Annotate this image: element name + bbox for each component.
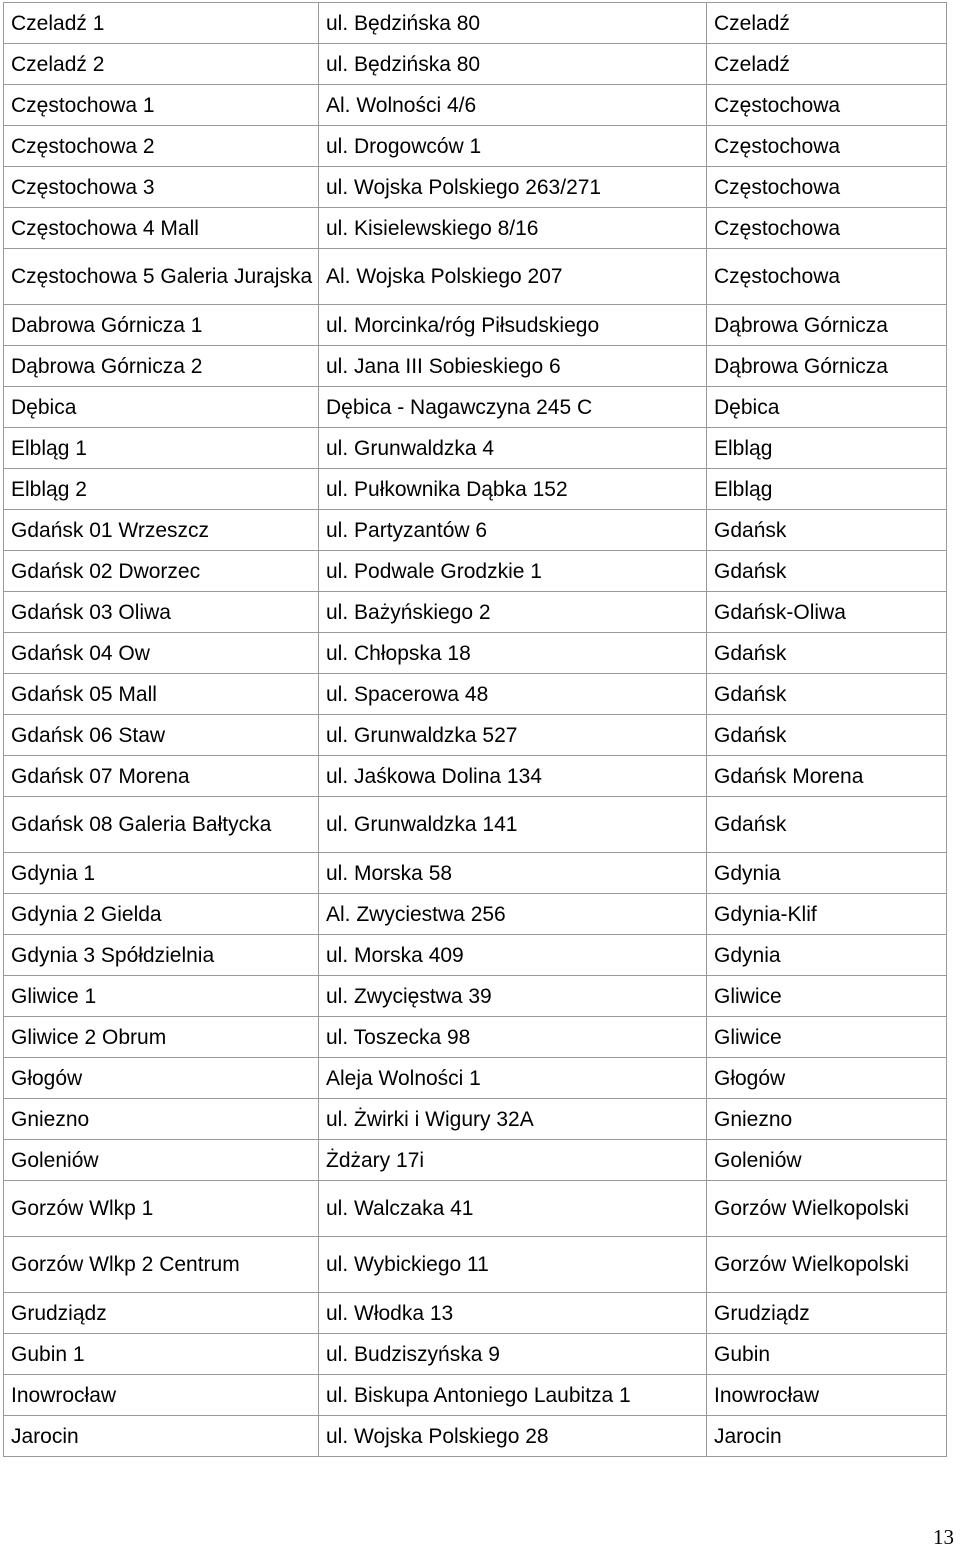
address-cell: ul. Chłopska 18 — [319, 633, 707, 674]
table-row — [4, 551, 947, 592]
address-cell: ul. Bażyńskiego 2 — [319, 592, 707, 633]
address-cell: ul. Pułkownika Dąbka 152 — [319, 469, 707, 510]
store-name-cell: Gliwice 1 — [4, 976, 319, 1017]
store-name-cell: Gdańsk 07 Morena — [4, 756, 319, 797]
city-cell: Gubin — [707, 1334, 947, 1375]
city-cell: Gdańsk — [707, 551, 947, 592]
store-name-cell: Grudziądz — [4, 1293, 319, 1334]
table-row — [4, 44, 947, 85]
address-cell: ul. Morcinka/róg Piłsudskiego — [319, 305, 707, 346]
city-cell: Dębica — [707, 387, 947, 428]
table-row — [4, 510, 947, 551]
store-name-cell: Gorzów Wlkp 2 Centrum — [4, 1237, 319, 1293]
city-cell: Gdynia — [707, 935, 947, 976]
table-row — [4, 1416, 947, 1457]
address-cell: ul. Grunwaldzka 527 — [319, 715, 707, 756]
city-cell: Czeladź — [707, 44, 947, 85]
address-cell: ul. Grunwaldzka 4 — [319, 428, 707, 469]
table-row — [4, 1140, 947, 1181]
city-cell: Goleniów — [707, 1140, 947, 1181]
table-row — [4, 1237, 947, 1293]
store-name-cell: Jarocin — [4, 1416, 319, 1457]
store-name-cell: Inowrocław — [4, 1375, 319, 1416]
store-name-cell: Dębica — [4, 387, 319, 428]
address-cell: ul. Budziszyńska 9 — [319, 1334, 707, 1375]
store-name-cell: Dabrowa Górnicza 1 — [4, 305, 319, 346]
city-cell: Inowrocław — [707, 1375, 947, 1416]
city-cell: Częstochowa — [707, 126, 947, 167]
table-row — [4, 1293, 947, 1334]
address-cell: ul. Kisielewskiego 8/16 — [319, 208, 707, 249]
store-name-cell: Gdynia 1 — [4, 853, 319, 894]
table-row — [4, 85, 947, 126]
address-cell: ul. Spacerowa 48 — [319, 674, 707, 715]
address-cell: ul. Żwirki i Wigury 32A — [319, 1099, 707, 1140]
address-cell: ul. Partyzantów 6 — [319, 510, 707, 551]
address-cell: ul. Będzińska 80 — [319, 3, 707, 44]
table-row — [4, 976, 947, 1017]
city-cell: Gliwice — [707, 976, 947, 1017]
address-cell: ul. Podwale Grodzkie 1 — [319, 551, 707, 592]
store-name-cell: Częstochowa 5 Galeria Jurajska — [4, 249, 319, 305]
store-name-cell: Częstochowa 1 — [4, 85, 319, 126]
table-row — [4, 1181, 947, 1237]
store-name-cell: Gdańsk 05 Mall — [4, 674, 319, 715]
table-row — [4, 715, 947, 756]
city-cell: Gdańsk-Oliwa — [707, 592, 947, 633]
table-row — [4, 167, 947, 208]
table-row — [4, 633, 947, 674]
page-number: 13 — [933, 1525, 954, 1549]
city-cell: Gdynia — [707, 853, 947, 894]
table-row — [4, 305, 947, 346]
address-cell: ul. Morska 409 — [319, 935, 707, 976]
city-cell: Czeladź — [707, 3, 947, 44]
store-name-cell: Częstochowa 4 Mall — [4, 208, 319, 249]
address-cell: ul. Włodka 13 — [319, 1293, 707, 1334]
store-name-cell: Dąbrowa Górnicza 2 — [4, 346, 319, 387]
address-cell: ul. Wojska Polskiego 28 — [319, 1416, 707, 1457]
store-name-cell: Czeladź 1 — [4, 3, 319, 44]
city-cell: Częstochowa — [707, 85, 947, 126]
address-cell: ul. Będzińska 80 — [319, 44, 707, 85]
address-cell: ul. Wojska Polskiego 263/271 — [319, 167, 707, 208]
table-row — [4, 249, 947, 305]
address-cell: ul. Grunwaldzka 141 — [319, 797, 707, 853]
city-cell: Jarocin — [707, 1416, 947, 1457]
address-cell: ul. Walczaka 41 — [319, 1181, 707, 1237]
store-name-cell: Gdynia 2 Gielda — [4, 894, 319, 935]
table-row — [4, 1017, 947, 1058]
table-row — [4, 126, 947, 167]
city-cell: Gniezno — [707, 1099, 947, 1140]
city-cell: Gdańsk — [707, 797, 947, 853]
address-cell: Al. Wolności 4/6 — [319, 85, 707, 126]
city-cell: Częstochowa — [707, 167, 947, 208]
table-row — [4, 894, 947, 935]
address-cell: ul. Toszecka 98 — [319, 1017, 707, 1058]
store-name-cell: Gdańsk 08 Galeria Bałtycka — [4, 797, 319, 853]
address-cell: ul. Jana III Sobieskiego 6 — [319, 346, 707, 387]
store-name-cell: Gubin 1 — [4, 1334, 319, 1375]
table-row — [4, 853, 947, 894]
city-cell: Dąbrowa Górnicza — [707, 346, 947, 387]
city-cell: Dąbrowa Górnicza — [707, 305, 947, 346]
store-name-cell: Elbląg 1 — [4, 428, 319, 469]
city-cell: Gliwice — [707, 1017, 947, 1058]
store-name-cell: Gorzów Wlkp 1 — [4, 1181, 319, 1237]
table-row — [4, 1375, 947, 1416]
city-cell: Częstochowa — [707, 208, 947, 249]
address-cell: Żdżary 17i — [319, 1140, 707, 1181]
address-cell: ul. Morska 58 — [319, 853, 707, 894]
store-name-cell: Gdańsk 02 Dworzec — [4, 551, 319, 592]
store-name-cell: Gdańsk 06 Staw — [4, 715, 319, 756]
address-cell: ul. Jaśkowa Dolina 134 — [319, 756, 707, 797]
address-cell: Dębica - Nagawczyna 245 C — [319, 387, 707, 428]
city-cell: Gorzów Wielkopolski — [707, 1181, 947, 1237]
store-name-cell: Częstochowa 2 — [4, 126, 319, 167]
table-row — [4, 428, 947, 469]
city-cell: Gdańsk — [707, 715, 947, 756]
address-cell: Al. Zwyciestwa 256 — [319, 894, 707, 935]
store-name-cell: Głogów — [4, 1058, 319, 1099]
city-cell: Częstochowa — [707, 249, 947, 305]
city-cell: Gdańsk — [707, 510, 947, 551]
address-cell: Al. Wojska Polskiego 207 — [319, 249, 707, 305]
store-name-cell: Gdańsk 04 Ow — [4, 633, 319, 674]
table-row — [4, 208, 947, 249]
city-cell: Elbląg — [707, 428, 947, 469]
table-row — [4, 592, 947, 633]
address-cell: ul. Drogowców 1 — [319, 126, 707, 167]
city-cell: Gdańsk Morena — [707, 756, 947, 797]
store-name-cell: Częstochowa 3 — [4, 167, 319, 208]
store-locations-table — [3, 2, 947, 1457]
city-cell: Gorzów Wielkopolski — [707, 1237, 947, 1293]
store-name-cell: Gdynia 3 Spółdzielnia — [4, 935, 319, 976]
store-name-cell: Czeladź 2 — [4, 44, 319, 85]
table-row — [4, 3, 947, 44]
table-row — [4, 1334, 947, 1375]
city-cell: Elbląg — [707, 469, 947, 510]
table-row — [4, 797, 947, 853]
city-cell: Gdańsk — [707, 633, 947, 674]
city-cell: Gdańsk — [707, 674, 947, 715]
table-row — [4, 387, 947, 428]
city-cell: Gdynia-Klif — [707, 894, 947, 935]
store-name-cell: Gdańsk 01 Wrzeszcz — [4, 510, 319, 551]
table-row — [4, 674, 947, 715]
address-cell: ul. Biskupa Antoniego Laubitza 1 — [319, 1375, 707, 1416]
address-cell: ul. Zwycięstwa 39 — [319, 976, 707, 1017]
address-cell: ul. Wybickiego 11 — [319, 1237, 707, 1293]
store-name-cell: Gliwice 2 Obrum — [4, 1017, 319, 1058]
store-name-cell: Goleniów — [4, 1140, 319, 1181]
table-row — [4, 469, 947, 510]
table-row — [4, 756, 947, 797]
city-cell: Głogów — [707, 1058, 947, 1099]
store-name-cell: Elbląg 2 — [4, 469, 319, 510]
store-name-cell: Gdańsk 03 Oliwa — [4, 592, 319, 633]
table-row — [4, 1099, 947, 1140]
table-row — [4, 935, 947, 976]
address-cell: Aleja Wolności 1 — [319, 1058, 707, 1099]
city-cell: Grudziądz — [707, 1293, 947, 1334]
table-row — [4, 1058, 947, 1099]
store-name-cell: Gniezno — [4, 1099, 319, 1140]
table-row — [4, 346, 947, 387]
